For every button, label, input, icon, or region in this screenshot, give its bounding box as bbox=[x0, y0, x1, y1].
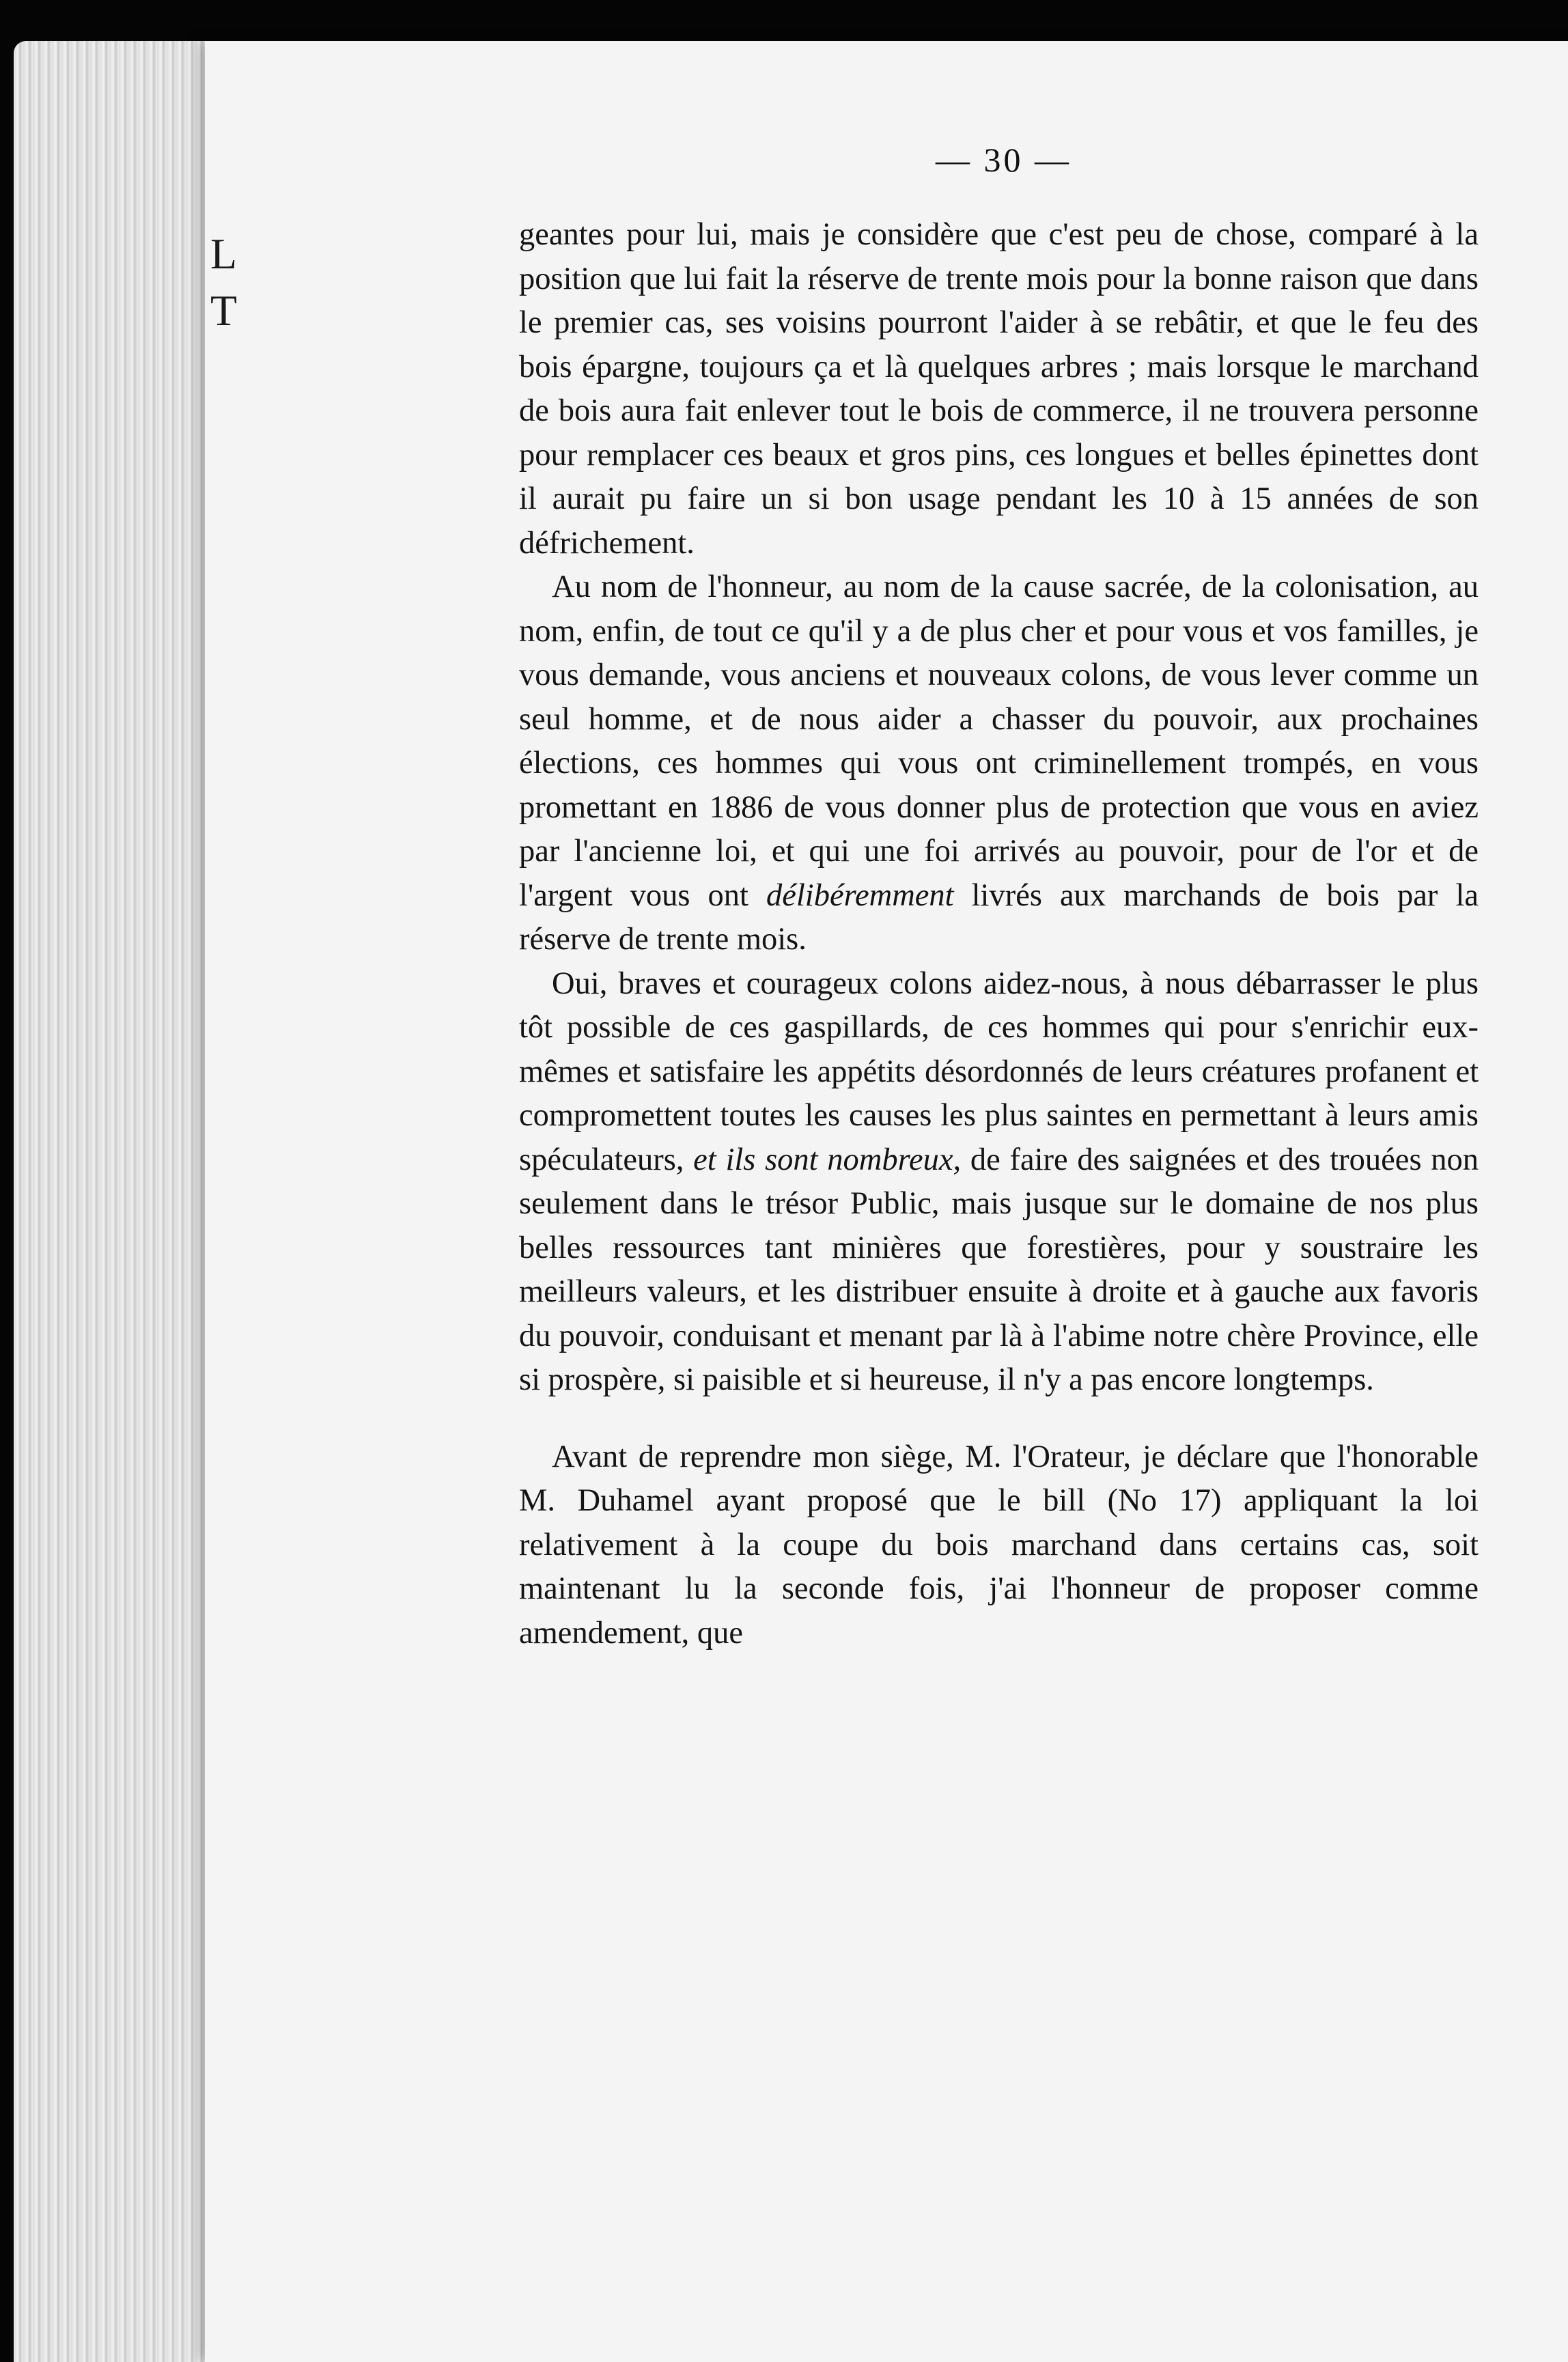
paragraph-3-emphasis: et ils sont nombreux, bbox=[693, 1142, 962, 1177]
paragraph-4: Avant de reprendre mon siège, M. l'Orateur, je déclare que l'honorable M. Duhamel ayant proposé que le bill (No 17) appliquant la loi relativement à la coupe du bois marchand dans certains cas, soit maintenant lu la seconde fois, j'ai l'honneur de proposer comme amendement, que bbox=[519, 1439, 1479, 1650]
page-number: — 30 — bbox=[936, 141, 1072, 179]
paragraph-1: geantes pour lui, mais je considère que c'est peu de chose, comparé à la position que lui fait la réserve de trente mois pour la bonne raison que dans le premier cas, ses voisins pourront l'aider à se rebâtir, et que le feu des bois épargne, toujours ça et là quelques arbres ; mais lorsque le marchand de bois aura fait enlever tout le bois de commerce, il ne trouvera personne pour remplacer ces beaux et gros pins, ces longues et belles épinettes dont il aurait pu faire un si bon usage pendant les 10 à 15 années de son défrichement. bbox=[519, 217, 1479, 561]
paragraph-2-part-1: Au nom de l'honneur, au nom de la cause sacrée, de la colonisation, au nom, enfin, de tout ce qu'il y a de plus cher et pour vous et vos familles, je vous demande, vous anciens et nouveaux colons, de vous lever comme un seul homme, et de nous aider a chasser du pouvoir, aux prochaines élections, ces hommes qui vous ont criminellement trompés, en vous promettant en 1886 de vous donner plus de protection que vous en aviez par l'ancienne loi, et qui une foi arrivés au pouvoir, pour de l'or et de l'argent vous ont bbox=[519, 570, 1479, 913]
margin-mark-1: L bbox=[210, 229, 238, 278]
paragraph-3-part-2: de faire des saignées et des trouées non seulement dans le trésor Public, mais jusque sur le domaine de nos plus belles ressources tant minières que forestières, pour y soustraire les meilleurs valeurs, et les distribuer ensuite à droite et à gauche aux favoris du pouvoir, conduisant et menant par là à l'abime notre chère Province, elle si prospère, si paisible et si heureuse, il n'y a pas encore longtemps. bbox=[519, 1142, 1479, 1397]
margin-handwriting bbox=[210, 225, 244, 362]
body-text bbox=[519, 213, 1479, 1655]
paragraph-2-emphasis: délibéremment bbox=[766, 877, 954, 913]
paragraph-3-part-1: Oui, braves et courageux colons aidez-nous, à nous débarrasser le plus tôt possible de ces gaspillards, de ces hommes qui pour s'enrichir eux-mêmes et satisfaire les appétits désordonnés de leurs créatures profanent et compromettent toutes les causes les plus saintes en permettant à leurs amis spéculateurs, bbox=[519, 966, 1479, 1177]
paragraph-2 bbox=[519, 565, 1479, 962]
margin-mark-2: T bbox=[210, 286, 238, 335]
paragraph-2-part-2: livrés aux marchands de bois par la réserve de trente mois. bbox=[519, 877, 1479, 957]
paragraph-3 bbox=[519, 962, 1479, 1403]
